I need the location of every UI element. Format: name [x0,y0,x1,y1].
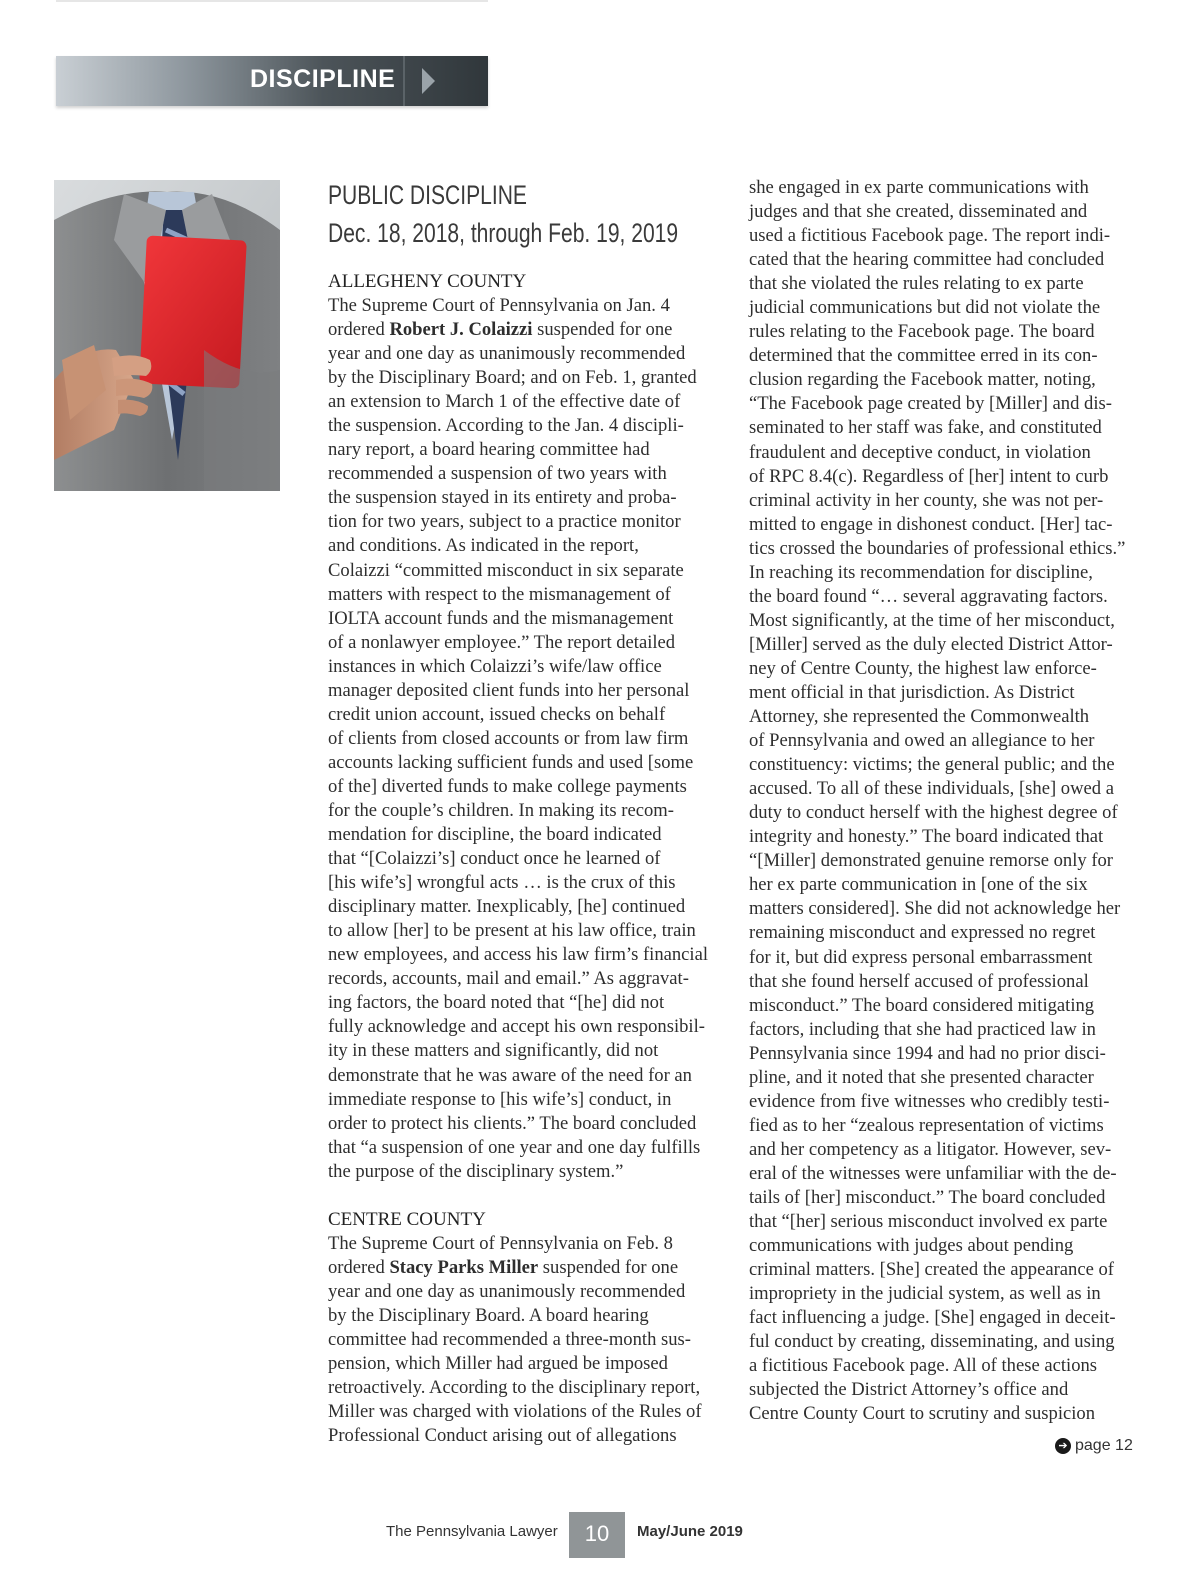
text-line: [Miller] served as the duly elected District Attor- [749,633,1113,655]
text-line: credit union account, issued checks on behalf [328,703,666,725]
text-line: by the Disciplinary Board; and on Feb. 1, granted [328,367,697,389]
text-line: mitted to engage in dishonest conduct. [Her] tac- [749,513,1113,535]
text-line: Attorney, she represented the Commonwealth [749,706,1090,728]
text-line: tails of [her] misconduct.” The board concluded [749,1186,1106,1208]
text-line: The Supreme Court of Pennsylvania on Feb. 8 [328,1232,673,1254]
top-rule [56,0,488,2]
text-line: duty to conduct herself with the highest degree of [749,802,1118,824]
text-line: of Pennsylvania and owed an allegiance to her [749,730,1095,752]
text-line: demonstrate that he was aware of the need for an [328,1064,692,1086]
page-number: 10 [569,1512,625,1558]
text-line: disciplinary matter. Inexplicably, [he] continued [328,896,686,918]
text-line: the board found “… several aggravating factors. [749,585,1108,607]
text-line: that “[Colaizzi’s] conduct once he learned of [328,848,661,870]
text-line: criminal matters. [She] created the appearance of [749,1259,1114,1281]
paragraph-allegheny [328,294,728,1184]
text-line: that “a suspension of one year and one day fulfills [328,1136,701,1158]
text-line: and her competency as a litigator. However, sev- [749,1138,1112,1160]
text-line: seminated to her staff was fake, and constituted [749,417,1102,439]
text-line: an extension to March 1 of the effective date of [328,391,681,413]
text-line: communications with judges about pending [749,1235,1074,1257]
text-line: Professional Conduct arising out of allegations [328,1425,677,1447]
text-line: Pennsylvania since 1994 and had no prior disci- [749,1042,1106,1064]
text-line: misconduct.” The board considered mitigating [749,994,1095,1016]
text-line: of clients from closed accounts or from law firm [328,727,689,749]
article-column-left [328,176,728,1448]
text-line: year and one day as unanimously recommended [328,343,686,365]
text-line: of RPC 8.4(c). Regardless of [her] intent to curb [749,465,1109,487]
text-line: order to protect his clients.” The board concluded [328,1112,697,1134]
text-line: matters considered]. She did not acknowledge her [749,898,1121,920]
article-date-range: Dec. 18, 2018, through Feb. 19, 2019 [328,218,679,248]
text-line: tion for two years, subject to a practice monitor [328,511,681,533]
paragraph-centre [328,1232,728,1448]
text-line: “The Facebook page created by [Miller] and dis- [749,393,1112,415]
text-line: [his wife’s] wrongful acts … is the crux of this [328,872,676,894]
banner-divider [403,56,405,106]
text-line: a fictitious Facebook page. All of these actions [749,1355,1098,1377]
text-line: “[Miller] demonstrated genuine remorse only for [749,850,1114,872]
text-line: ment official in that jurisdiction. As District [749,681,1075,703]
text-line: IOLTA account funds and the mismanagement [328,607,674,629]
paragraph-continued [749,176,1149,1426]
text-line: accounts lacking sufficient funds and used [some [328,751,694,773]
text-line: ordered Stacy Parks Miller suspended for one [328,1256,679,1278]
text-line: manager deposited client funds into her personal [328,679,690,701]
text-line: Miller was charged with violations of the Rules of [328,1401,702,1423]
text-line: subjected the District Attorney’s office and [749,1379,1069,1401]
text-line: remaining misconduct and expressed no regret [749,922,1096,944]
text-line: for the couple’s children. In making its recom- [328,799,674,821]
text-line: new employees, and access his law firm’s financial [328,944,709,966]
text-line: immediate response to [his wife’s] conduct, in [328,1088,672,1110]
chevron-right-icon [422,68,435,94]
text-line: determined that the committee erred in its con- [749,345,1098,367]
article-column-right [749,176,1149,1426]
text-line: ordered Robert J. Colaizzi suspended for one [328,319,673,341]
text-line: evidence from five witnesses who credibly testi- [749,1090,1110,1112]
text-line: fraudulent and deceptive conduct, in violation [749,441,1091,463]
text-line: factors, including that she had practiced law in [749,1018,1096,1040]
text-line: matters with respect to the mismanagement of [328,583,671,605]
text-line: that she found herself accused of professional [749,970,1089,992]
text-line: Colaizzi “committed misconduct in six separate [328,559,684,581]
text-line: records, accounts, mail and email.” As aggravat- [328,968,689,990]
section-label: DISCIPLINE [250,65,396,93]
text-line: nary report, a board hearing committee had [328,439,650,461]
text-line: mendation for discipline, the board indicated [328,824,662,846]
text-line: instances in which Colaizzi’s wife/law office [328,655,662,677]
text-line: of the] diverted funds to make college payments [328,775,687,797]
text-line: she engaged in ex parte communications with [749,177,1089,198]
text-line: ing factors, the board noted that “[he] did not [328,992,665,1014]
text-line: the purpose of the disciplinary system.” [328,1160,624,1182]
text-line: judges and that she created, disseminated and [749,201,1088,223]
text-line: that “[her] serious misconduct involved ex parte [749,1211,1108,1233]
text-line: criminal activity in her county, she was not per- [749,489,1104,511]
county-heading-allegheny: ALLEGHENY COUNTY [328,271,527,292]
text-line: tics crossed the boundaries of professional ethics.” [749,537,1126,559]
arrow-right-icon: ➔ [1055,1438,1071,1454]
text-line: of a nonlawyer employee.” The report detailed [328,631,676,653]
section-banner [56,56,488,106]
text-line: cated that the hearing committee had concluded [749,249,1105,271]
text-line: the suspension. According to the Jan. 4 discipli- [328,415,684,437]
red-card-photo-icon [54,180,280,491]
text-line: to allow [her] to be present at his law office, train [328,920,696,942]
text-line: fact influencing a judge. [She] engaged in deceit- [749,1307,1116,1329]
text-line: and conditions. As indicated in the report, [328,535,639,557]
text-line: pline, and it noted that she presented character [749,1066,1094,1088]
text-line: used a fictitious Facebook page. The report indi- [749,225,1111,247]
text-line: retroactively. According to the disciplinary report, [328,1377,701,1399]
text-line: accused. To all of these individuals, [she] owed a [749,778,1114,800]
text-line: clusion regarding the Facebook matter, noting, [749,369,1096,391]
text-line: fully acknowledge and accept his own responsibil- [328,1016,705,1038]
article-title: PUBLIC DISCIPLINE [328,180,527,210]
text-line: that she violated the rules relating to ex parte [749,273,1084,295]
text-line: ney of Centre County, the highest law enforce- [749,657,1097,679]
text-line: rules relating to the Facebook page. The board [749,321,1095,343]
text-line: pension, which Miller had argued be imposed [328,1353,668,1375]
text-line: constituency: victims; the general public; and the [749,754,1115,776]
text-line: the suspension stayed in its entirety and proba- [328,487,677,509]
continued-page-link[interactable]: page 12 [1075,1437,1133,1454]
text-line: impropriety in the judicial system, as well as in [749,1283,1101,1305]
text-line: by the Disciplinary Board. A board hearing [328,1304,649,1326]
text-line: Most significantly, at the time of her misconduct, [749,609,1115,631]
text-line: The Supreme Court of Pennsylvania on Jan. 4 [328,295,670,316]
text-line: judicial communications but did not violate the [749,297,1101,319]
text-line: integrity and honesty.” The board indicated that [749,826,1104,848]
text-line: eral of the witnesses were unfamiliar with the de- [749,1162,1117,1184]
text-line: Centre County Court to scrutiny and suspicion [749,1403,1096,1425]
text-line: for it, but did express personal embarrassment [749,946,1093,968]
text-line: year and one day as unanimously recommended [328,1280,686,1302]
publication-name: The Pennsylvania Lawyer [386,1523,558,1540]
text-line: her ex parte communication in [one of the six [749,874,1088,896]
text-line: fied as to her “zealous representation of victims [749,1114,1104,1136]
text-line: ity in these matters and significantly, did not [328,1040,659,1062]
issue-date: May/June 2019 [637,1523,743,1540]
text-line: In reaching its recommendation for discipline, [749,561,1093,583]
text-line: committee had recommended a three-month sus- [328,1328,691,1350]
text-line: ful conduct by creating, disseminating, and using [749,1331,1115,1353]
continued-note[interactable] [1055,1437,1133,1455]
text-line: recommended a suspension of two years with [328,463,667,485]
county-heading-centre: CENTRE COUNTY [328,1208,486,1230]
